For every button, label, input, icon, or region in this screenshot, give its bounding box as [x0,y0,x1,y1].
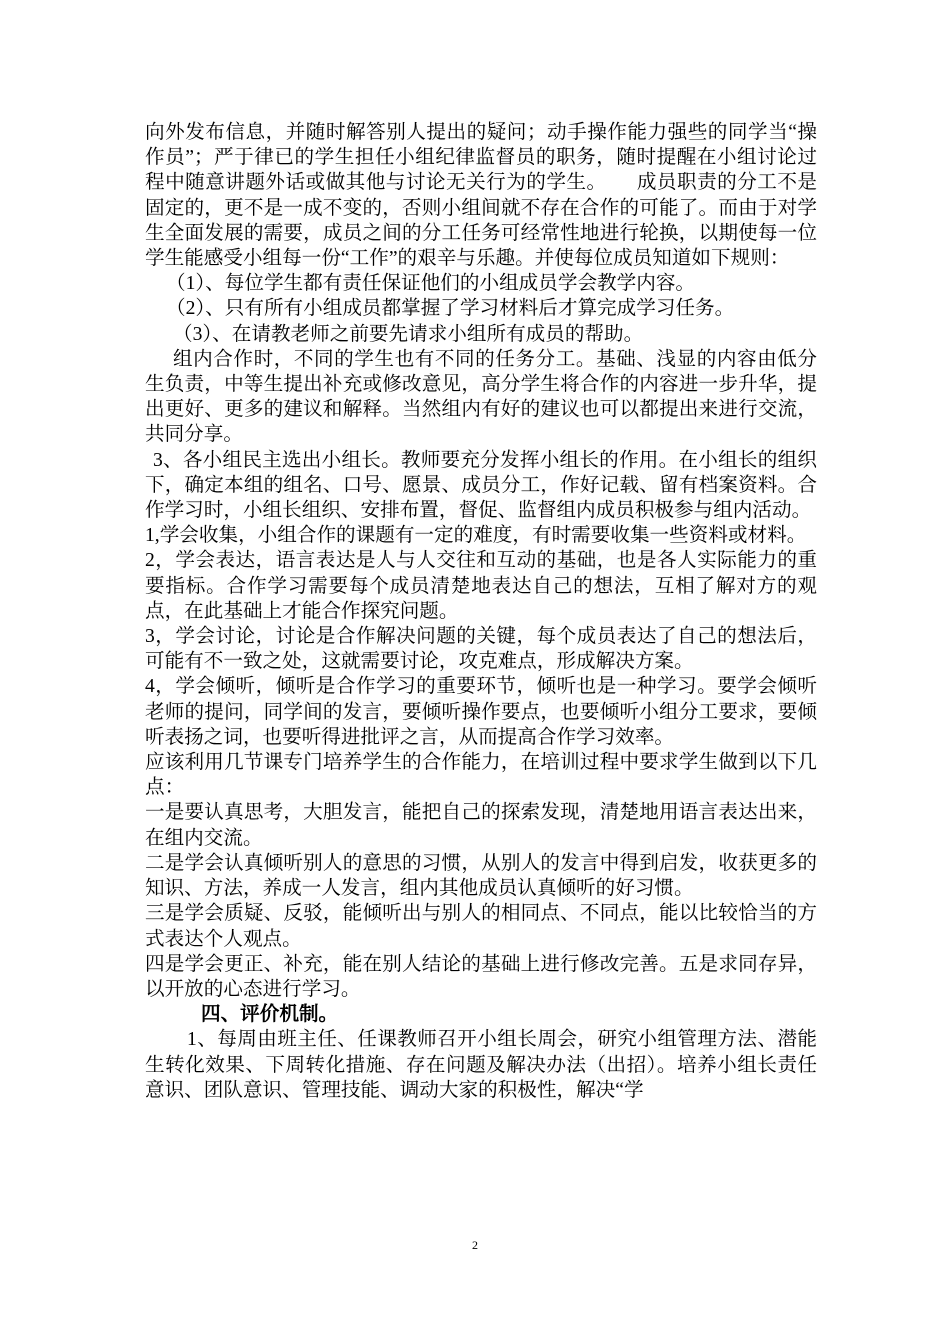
rule-item-1: （1）、每位学生都有责任保证他们的小组成员学会教学内容。 [166,273,696,295]
skill-item-discuss: 3，学会讨论，讨论是合作解决问题的关键，每个成员表达了自己的想法后，可能有不一致之处，这就需要讨论，攻克难点，形成解决方案。 [145,626,817,673]
paragraph-group-leader: 3、各小组民主选出小组长。教师要充分发挥小组长的作用。在小组长的组织下，确定本组的组名、口号、愿景、成员分工，作好记载、留有档案资料。合作学习时，小组长组织、安排布置，督促、监督组内成员积极参与组内活动。 [145,449,817,522]
paragraph-evaluation-1: 1、每周由班主任、任课教师召开小组长周会，研究小组管理方法、潜能生转化效果、下周转化措施、存在问题及解决办法（出招）。培养小组长责任意识、团队意识、管理技能、调动大家的积极性，解决“学 [145,1029,817,1101]
training-point-2: 二是学会认真倾听别人的意思的习惯，从别人的发言中得到启发，收获更多的知识、方法，养成一人发言，组内其他成员认真倾听的好习惯。 [145,852,817,900]
rule-item-3: （3）、在请教老师之前要先请求小组所有成员的帮助。 [173,323,644,345]
skill-item-express: 2，学会表达，语言表达是人与人交往和互动的基础，也是各人实际能力的重要指标。合作学习需要每个成员清楚地表达自己的想法，互相了解对方的观点，在此基础上才能合作探究问题。 [145,550,817,622]
document-body [145,120,817,1103]
page-number: 2 [472,1238,478,1252]
training-point-4-5: 四是学会更正、补充，能在别人结论的基础上进行修改完善。五是求同存异，以开放的心态进行学习。 [145,953,817,1000]
paragraph-task-division: 组内合作时，不同的学生也有不同的任务分工。基础、浅显的内容由低分生负责，中等生提出补充或修改意见，高分学生将合作的内容进一步升华，提出更好、更多的建议和解释。当然组内有好的建议也可以都提出来进行交流，共同分享。 [145,348,817,446]
section-heading-evaluation: 四、评价机制。 [201,1004,339,1026]
paragraph-division-of-roles: 向外发布信息，并随时解答别人提出的疑问；动手操作能力强些的同学当“操作员”；严于律已的学生担任小组纪律监督员的职务，随时提醒在小组讨论过程中随意讲题外话或做其他与讨论无关行为的学生。 成员职责的分工不是固定的，更不是一成不变的，否则小组间就不存在合作的可能了。而由于对学生全面发展的需要，成员之间的分工任务可经常性地进行轮换，以期使每一位学生能感受小组每一份“工作”的艰辛与乐趣。并使每位成员知道如下规则： [145,122,817,270]
rule-item-2: （2）、只有所有小组成员都掌握了学习材料后才算完成学习任务。 [166,298,735,320]
skill-item-collect: 1,学会收集，小组合作的课题有一定的难度，有时需要收集一些资料或材料。 [145,525,807,547]
training-point-1: 一是要认真思考，大胆发言，能把自己的探索发现，清楚地用语言表达出来，在组内交流。 [145,802,817,849]
training-point-3: 三是学会质疑、反驳，能倾听出与别人的相同点、不同点，能以比较恰当的方式表达个人观点。 [145,903,817,950]
paragraph-training-intro: 应该利用几节课专门培养学生的合作能力，在培训过程中要求学生做到以下几点： [145,752,817,799]
skill-item-listen: 4，学会倾听，倾听是合作学习的重要环节，倾听也是一种学习。要学会倾听老师的提问，同学间的发言，要倾听操作要点，也要倾听小组分工要求，要倾听表扬之词，也要听得进批评之言，从而提高合作学习效率。 [145,676,817,748]
